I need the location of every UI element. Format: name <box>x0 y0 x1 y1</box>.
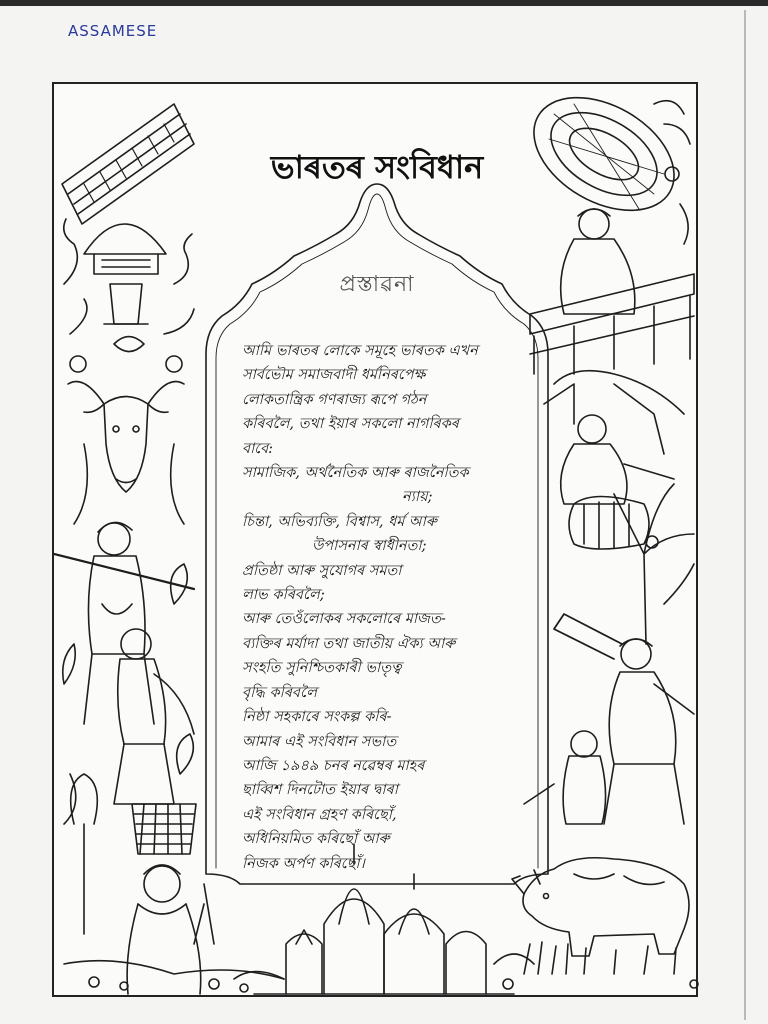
basket-carrier-left <box>127 804 201 994</box>
preamble-line: উপাসনাৰ স্বাধীনতা; <box>312 538 427 555</box>
preamble-line: ন্যায়; <box>402 489 433 506</box>
preamble-line: আমাৰ এই সংবিধান সভাত <box>242 733 397 750</box>
rhino-right <box>512 858 689 956</box>
preamble-line: আমি ভাৰতৰ লোকে সমূহে ভাৰতক এখন <box>242 343 478 359</box>
page-title: ভাৰতৰ সংবিধান <box>270 148 484 186</box>
buffalo-head-left <box>68 382 184 525</box>
handwritten-language-label: ASSAMESE <box>68 22 158 40</box>
preamble-page <box>52 82 698 997</box>
preamble-line: কৰিবলৈ, তথা ইয়াৰ সকলো নাগৰিকৰ <box>242 416 459 433</box>
preamble-line: আজি ১৯৪৯ চনৰ নৱেম্বৰ মাহৰ <box>242 757 425 774</box>
palm-right <box>614 484 694 644</box>
preamble-line: ছাব্বিশ দিনটোত ইয়াৰ দ্বাৰা <box>242 782 398 799</box>
preamble-line: সংহতি সুনিশ্চিতকাৰী ভাতৃত্ব <box>242 660 402 677</box>
preamble-line: সাৰ্বভৌম সমাজবাদী ধৰ্মনিৰপেক্ষ <box>242 367 426 384</box>
preamble-line: চিন্তা, অভিব্যক্তি, বিশ্বাস, ধৰ্ম আৰু <box>242 513 437 530</box>
girl-right <box>524 731 606 824</box>
preamble-text <box>242 339 532 876</box>
leaves-left-mid <box>63 564 194 824</box>
preamble-heading: প্ৰস্তাৱনা <box>339 272 415 297</box>
preamble-line: নিজক অৰ্পণ কৰিছোঁ। <box>242 855 365 872</box>
ground-flowers-bottom <box>89 977 698 992</box>
preamble-line: লাভ কৰিবলৈ; <box>242 587 325 604</box>
woman-left <box>114 629 194 804</box>
preamble-line: অধিনিয়মিত কৰিছোঁ আৰু <box>242 831 390 848</box>
preamble-line: সামাজিক, অৰ্থনৈতিক আৰু ৰাজনৈতিক <box>242 465 469 482</box>
preamble-line: বাবে: <box>242 440 274 457</box>
preamble-line: বৃদ্ধি কৰিবলৈ <box>242 684 317 701</box>
flute-player-left <box>54 522 194 724</box>
preamble-line: এই সংবিধান গ্ৰহণ কৰিছোঁ, <box>242 806 397 823</box>
drummer-right <box>544 371 684 549</box>
scan-top-edge <box>0 0 768 6</box>
preamble-line: আৰু তেওঁলোকৰ সকলোৰে মাজত- <box>242 611 446 628</box>
grass-right-bottom <box>524 942 676 974</box>
preamble-line: ব্যক্তিৰ মৰ্যাদা তথা জাতীয় ঐক্য আৰু <box>242 635 456 652</box>
preamble-line: নিষ্ঠা সহকাৰে সংকল্প কৰি- <box>242 709 392 726</box>
horn-blower-right <box>554 614 694 824</box>
scan-right-edge <box>744 10 746 1020</box>
preamble-line: প্ৰতিষ্ঠা আৰু সুযোগৰ সমতা <box>242 562 402 579</box>
preamble-line: লোকতান্ত্ৰিক গণৰাজ্য ৰূপে গঠন <box>242 391 427 408</box>
